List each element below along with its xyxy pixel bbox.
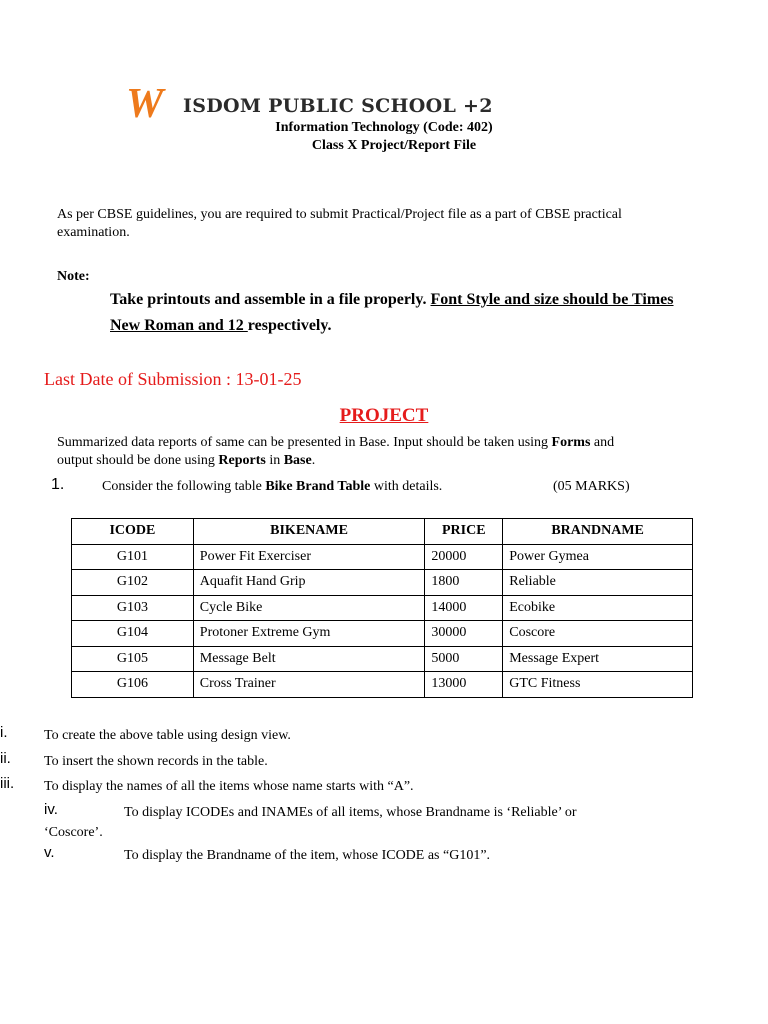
project-title: PROJECT (339, 405, 429, 426)
header-brandname: BRANDNAME (503, 519, 693, 545)
note-label: Note: (57, 269, 90, 284)
task-text: To insert the shown records in the table. (44, 754, 268, 769)
desc-part: Summarized data reports of same can be presented in Base. Input should be taken using (57, 435, 552, 450)
task-number: iii. (0, 775, 15, 792)
desc-part: output should be done using (57, 453, 219, 468)
header-icode: ICODE (72, 519, 194, 545)
cell-brandname: Power Gymea (503, 544, 693, 570)
question-part: Consider the following table (102, 479, 266, 494)
cell-icode: G101 (72, 544, 194, 570)
task-text: To display ICODEs and INAMEs of all items, whose Brandname is ‘Reliable’ or (124, 805, 577, 820)
cell-brandname: GTC Fitness (503, 672, 693, 698)
cell-price: 5000 (425, 646, 503, 672)
table-row (72, 544, 693, 570)
submission-deadline: Last Date of Submission : 13-01-25 (44, 369, 302, 389)
cell-price: 20000 (425, 544, 503, 570)
cell-price: 1800 (425, 570, 503, 596)
desc-part: in (265, 453, 284, 468)
cell-bikename: Message Belt (193, 646, 425, 672)
task-number: i. (0, 724, 8, 741)
question-text (102, 478, 442, 496)
table-row (72, 672, 693, 698)
question-table-name: Bike Brand Table (265, 479, 371, 494)
desc-base: Base (283, 453, 312, 468)
logo-text: ISDOM PUBLIC SCHOOL +2 (183, 95, 493, 117)
header-bikename: BIKENAME (193, 519, 425, 545)
desc-forms: Forms (551, 435, 591, 450)
task-text: To create the above table using design view. (44, 728, 291, 743)
desc-reports: Reports (218, 453, 266, 468)
table-row (72, 646, 693, 672)
project-description (57, 434, 697, 470)
subject-heading: Information Technology (Code: 402) (275, 120, 493, 135)
question-part: with details. (370, 479, 443, 494)
question-marks: (05 MARKS) (553, 479, 630, 494)
intro-paragraph: As per CBSE guidelines, you are required to submit Practical/Project file as a part of CBSE practical examination. (57, 207, 622, 240)
task-text-continued: ‘Coscore’. (44, 825, 103, 840)
task-number: iv. (44, 801, 58, 818)
note-text (110, 287, 710, 339)
table-row (72, 595, 693, 621)
cell-icode: G104 (72, 621, 194, 647)
cell-icode: G106 (72, 672, 194, 698)
cell-price: 30000 (425, 621, 503, 647)
cell-brandname: Message Expert (503, 646, 693, 672)
school-logo (126, 81, 556, 127)
cell-icode: G102 (72, 570, 194, 596)
question-number: 1. (51, 476, 65, 493)
logo-initial: W (126, 81, 158, 127)
note-underlined-2: New Roman and 12 (110, 317, 248, 334)
cell-brandname: Reliable (503, 570, 693, 596)
cell-bikename: Aquafit Hand Grip (193, 570, 425, 596)
cell-brandname: Coscore (503, 621, 693, 647)
cell-bikename: Protoner Extreme Gym (193, 621, 425, 647)
table-row (72, 570, 693, 596)
cell-bikename: Cross Trainer (193, 672, 425, 698)
cell-bikename: Cycle Bike (193, 595, 425, 621)
task-text: To display the names of all the items whose name starts with “A”. (44, 779, 414, 794)
note-tail: respectively. (247, 317, 332, 334)
table-row (72, 621, 693, 647)
cell-icode: G105 (72, 646, 194, 672)
cell-brandname: Ecobike (503, 595, 693, 621)
cell-price: 14000 (425, 595, 503, 621)
table-header-row (72, 519, 693, 545)
header-price: PRICE (425, 519, 503, 545)
task-number: v. (44, 844, 55, 861)
cell-icode: G103 (72, 595, 194, 621)
task-number: ii. (0, 750, 11, 767)
note-plain: Take printouts and assemble in a file properly. (110, 291, 431, 308)
note-underlined-1: Font Style and size should be Times (430, 291, 674, 308)
task-text: To display the Brandname of the item, whose ICODE as “G101”. (124, 848, 491, 863)
cell-bikename: Power Fit Exerciser (193, 544, 425, 570)
desc-part: . (311, 453, 316, 468)
file-heading: Class X Project/Report File (311, 138, 477, 153)
cell-price: 13000 (425, 672, 503, 698)
desc-part: and (590, 435, 615, 450)
bike-brand-table (71, 518, 693, 698)
